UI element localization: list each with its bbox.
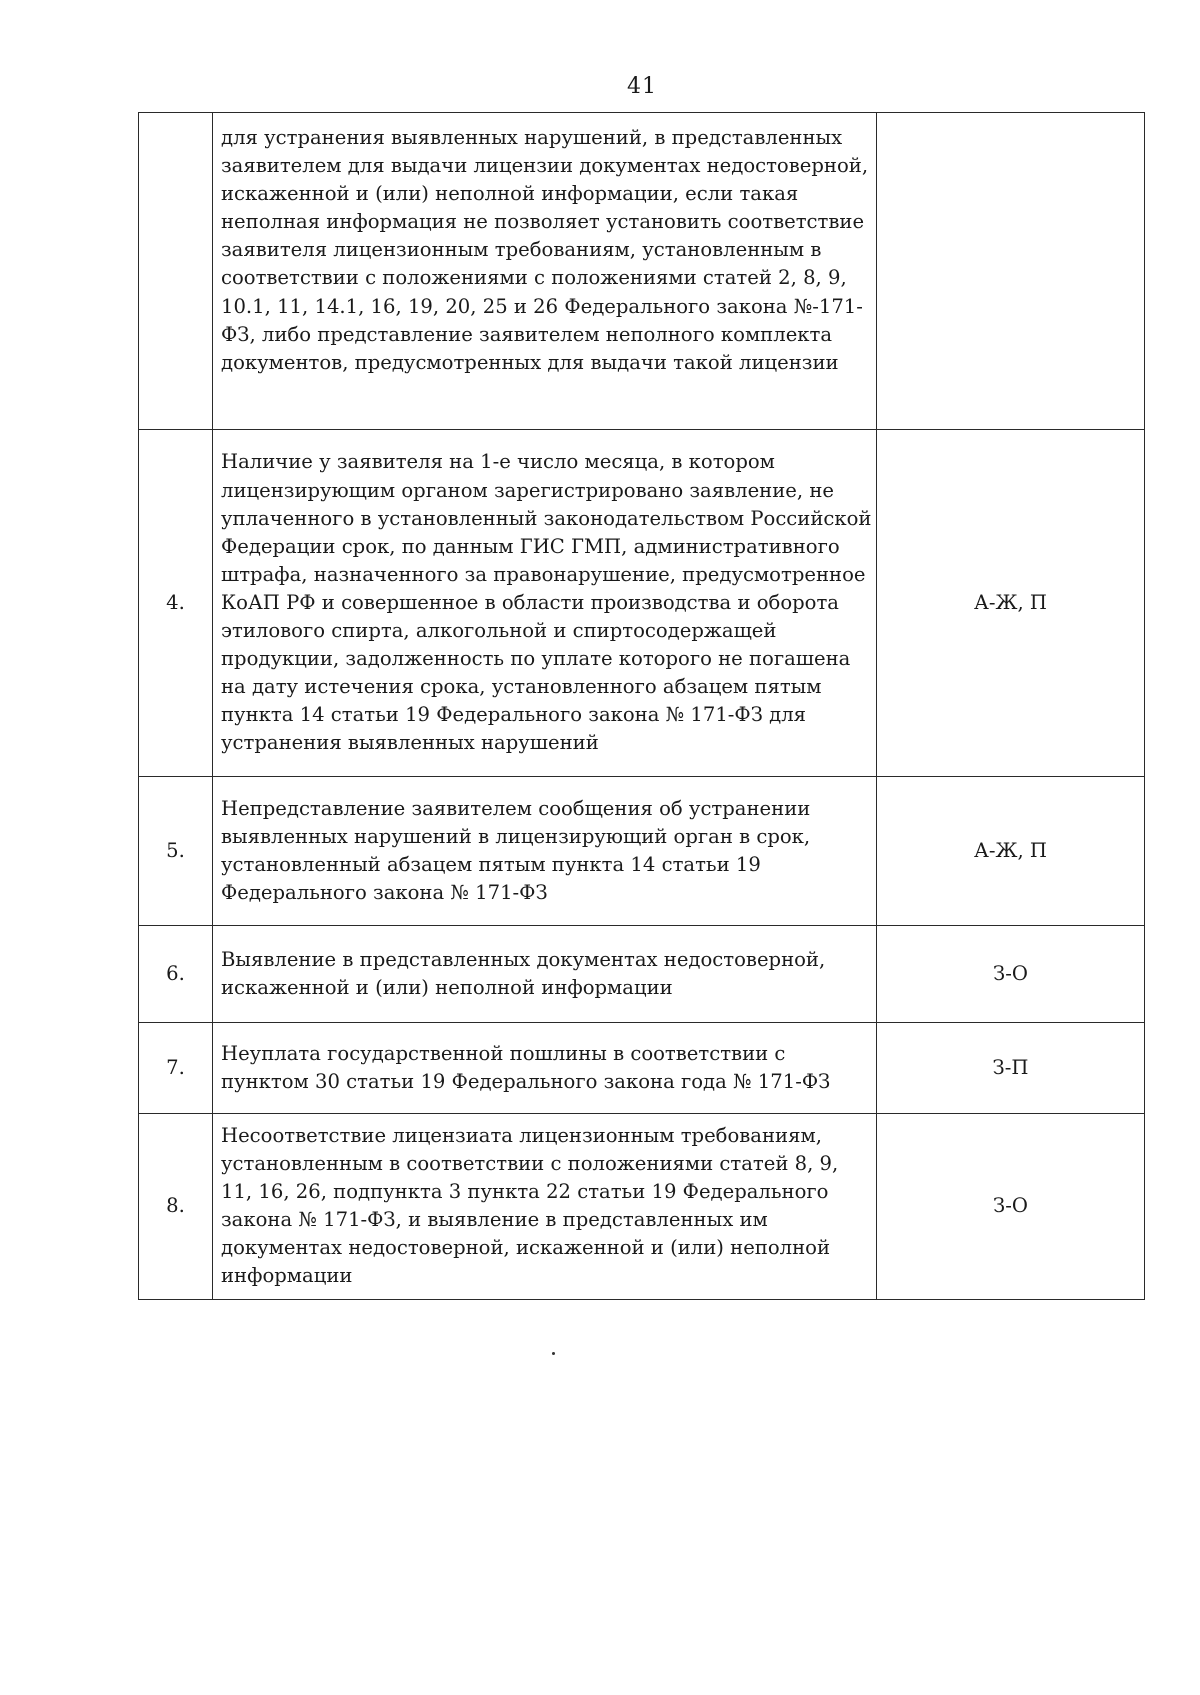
row-code: З-П bbox=[877, 1023, 1145, 1114]
table-row bbox=[139, 430, 1145, 777]
row-code: А-Ж, П bbox=[877, 777, 1145, 926]
page-number: 41 bbox=[627, 74, 657, 99]
row-number: 7. bbox=[139, 1023, 213, 1114]
row-description: Несоответствие лицензиата лицензионным требованиям, установленным в соответствии с положениями статей 8, 9, 11, 16, 26, подпункта 3 пункта 22 статьи 19 Федерального закона № 171-ФЗ, и выявление в представленных им документах недостоверной, искаженной и (или) неполной информации bbox=[213, 1114, 877, 1300]
row-code: А-Ж, П bbox=[877, 430, 1145, 777]
row-description: Непредставление заявителем сообщения об устранении выявленных нарушений в лицензирующий орган в срок, установленный абзацем пятым пункта 14 статьи 19 Федерального закона № 171-ФЗ bbox=[213, 777, 877, 926]
row-number: 8. bbox=[139, 1114, 213, 1300]
grounds-table bbox=[138, 112, 1145, 1300]
row-number: 6. bbox=[139, 926, 213, 1023]
row-code bbox=[877, 113, 1145, 430]
row-code: З-О bbox=[877, 926, 1145, 1023]
row-description: Наличие у заявителя на 1-е число месяца, в котором лицензирующим органом зарегистрировано заявление, не уплаченного в установленный законодательством Российской Федерации срок, по данным ГИС ГМП, административного штрафа, назначенного за правонарушение, предусмотренное КоАП РФ и совершенное в области производства и оборота этилового спирта, алкогольной и спиртосодержащей продукции, задолженность по уплате которого не погашена на дату истечения срока, установленного абзацем пятым пункта 14 статьи 19 Федерального закона № 171-ФЗ для устранения выявленных нарушений bbox=[213, 430, 877, 777]
table-row bbox=[139, 113, 1145, 430]
row-number: 5. bbox=[139, 777, 213, 926]
row-number bbox=[139, 113, 213, 430]
row-code: З-О bbox=[877, 1114, 1145, 1300]
scan-speck bbox=[552, 1352, 555, 1355]
row-description: Выявление в представленных документах недостоверной, искаженной и (или) неполной информации bbox=[213, 926, 877, 1023]
table-row bbox=[139, 1114, 1145, 1300]
table-row bbox=[139, 1023, 1145, 1114]
table-row bbox=[139, 926, 1145, 1023]
table-row bbox=[139, 777, 1145, 926]
row-number: 4. bbox=[139, 430, 213, 777]
row-description: для устранения выявленных нарушений, в представленных заявителем для выдачи лицензии документах недостоверной, искаженной и (или) неполной информации, если такая неполная информация не позволяет установить соответствие заявителя лицензионным требованиям, установленным в соответствии с положениями с положениями статей 2, 8, 9, 10.1, 11, 14.1, 16, 19, 20, 25 и 26 Федерального закона №-171-ФЗ, либо представление заявителем неполного комплекта документов, предусмотренных для выдачи такой лицензии bbox=[213, 113, 877, 430]
row-description: Неуплата государственной пошлины в соответствии с пунктом 30 статьи 19 Федерального закона года № 171-ФЗ bbox=[213, 1023, 877, 1114]
